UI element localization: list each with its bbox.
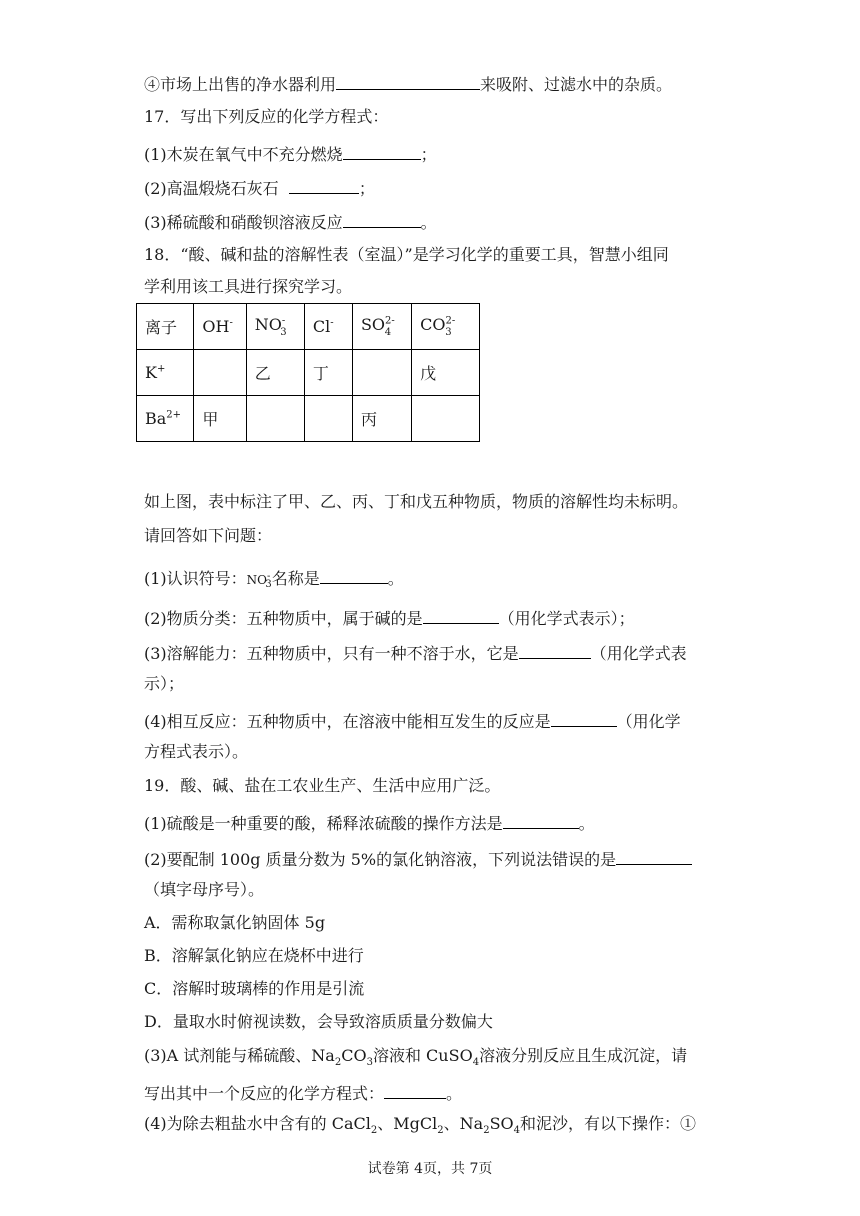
table-header-row: [137, 304, 480, 350]
table-cell: 甲: [194, 396, 246, 442]
table-row: [137, 396, 480, 442]
question-18-3-line1: (3)溶解能力：五种物质中，只有一种不溶于水，它是 （用化学式表: [144, 640, 687, 664]
table-cell: K+: [137, 350, 194, 396]
question-18-2: (2)物质分类：五种物质中，属于碱的是 （用化学式表示）；: [144, 605, 635, 629]
question-19-title: 19．酸、碱、盐在工农业生产、生活中应用广泛。: [144, 776, 501, 795]
question-18-4-line2: 方程式表示）。: [144, 742, 249, 761]
answer-blank[interactable]: [503, 810, 579, 829]
solubility-table: [136, 303, 480, 442]
nitrate-symbol: $NO^-_3$: [246, 571, 272, 591]
table-cell: [352, 350, 411, 396]
question-18-title-line2: 学利用该工具进行探究学习。: [144, 277, 353, 296]
question-17-1: (1)木炭在氧气中不充分燃烧 ；: [144, 141, 437, 165]
option-d: D．量取水时俯视读数，会导致溶质质量分数偏大: [144, 1012, 493, 1031]
question-19-3-line1: (3)A 试剂能与稀硫酸、$Na_2CO_3$溶液和 CuSO$_4$溶液分别反应且生成沉淀，请: [144, 1046, 688, 1069]
table-cell: [304, 396, 352, 442]
answer-blank[interactable]: [343, 141, 421, 160]
question-18-title-line1: 18．“酸、碱和盐的溶解性表（室温）”是学习化学的重要工具，智慧小组同: [144, 245, 669, 264]
question-18-4-line1: (4)相互反应：五种物质中，在溶液中能相互发生的反应是 （用化学: [144, 708, 681, 732]
answer-blank[interactable]: [343, 209, 421, 228]
paragraph-line2: 请回答如下问题：: [144, 526, 273, 545]
question-19-4-line1: (4)为除去粗盐水中含有的 CaCl$_2$、MgCl$_2$、$Na_2SO_4$和泥沙，有以下操作：①: [144, 1114, 697, 1137]
table-cell: 丙: [352, 396, 411, 442]
table-cell: 戊: [412, 350, 480, 396]
table-cell: 乙: [246, 350, 304, 396]
table-cell: Cl-: [304, 304, 352, 350]
table-cell: [412, 396, 480, 442]
table-cell: $CO^{2-}_3$: [412, 304, 480, 350]
table-cell: $Ba^{2+}$: [137, 396, 194, 442]
line-q16-4: ④市场上出售的净水器利用 来吸附、过滤水中的杂质。: [144, 71, 672, 95]
answer-blank[interactable]: [616, 846, 692, 865]
question-17-2: (2)高温煅烧石灰石 ；: [144, 175, 375, 199]
answer-blank[interactable]: [384, 1080, 446, 1099]
page-footer: 试卷第 4页，共 7页: [367, 1161, 493, 1177]
question-17-title: 17．写出下列反应的化学方程式：: [144, 107, 389, 126]
option-a: A．需称取氯化钠固体 5g: [144, 913, 326, 932]
table-cell: 丁: [304, 350, 352, 396]
question-19-3-line2: 写出其中一个反应的化学方程式： 。: [144, 1080, 462, 1104]
answer-blank[interactable]: [551, 708, 617, 727]
option-b: B．溶解氯化钠应在烧杯中进行: [144, 946, 364, 965]
answer-blank[interactable]: [423, 605, 499, 624]
table-cell: $SO^{2-}_4$: [352, 304, 411, 350]
question-19-2-line1: (2)要配制 100g 质量分数为 5%的氯化钠溶液，下列说法错误的是: [144, 846, 692, 870]
question-18-3-line2: 示）；: [144, 674, 185, 693]
question-17-3: (3)稀硫酸和硝酸钡溶液反应 。: [144, 209, 437, 233]
table-cell: $NO^-_3$: [246, 304, 304, 350]
table-cell: [246, 396, 304, 442]
answer-blank[interactable]: [289, 175, 359, 194]
table-row: [137, 350, 480, 396]
table-cell: OH-: [194, 304, 246, 350]
question-19-1: (1)硫酸是一种重要的酸，稀释浓硫酸的操作方法是 。: [144, 810, 595, 834]
paragraph-line1: 如上图，表中标注了甲、乙、丙、丁和戊五种物质，物质的溶解性均未标明。: [144, 492, 689, 511]
option-c: C．溶解时玻璃棒的作用是引流: [144, 979, 365, 998]
question-19-2-line2: （填字母序号）。: [144, 880, 265, 899]
table-cell: [194, 350, 246, 396]
table-cell: 离子: [137, 304, 194, 350]
question-18-1: (1)认识符号：$NO^-_3$名称是 。: [144, 565, 404, 595]
answer-blank[interactable]: [320, 565, 388, 584]
answer-blank[interactable]: [336, 71, 480, 90]
answer-blank[interactable]: [519, 640, 591, 659]
